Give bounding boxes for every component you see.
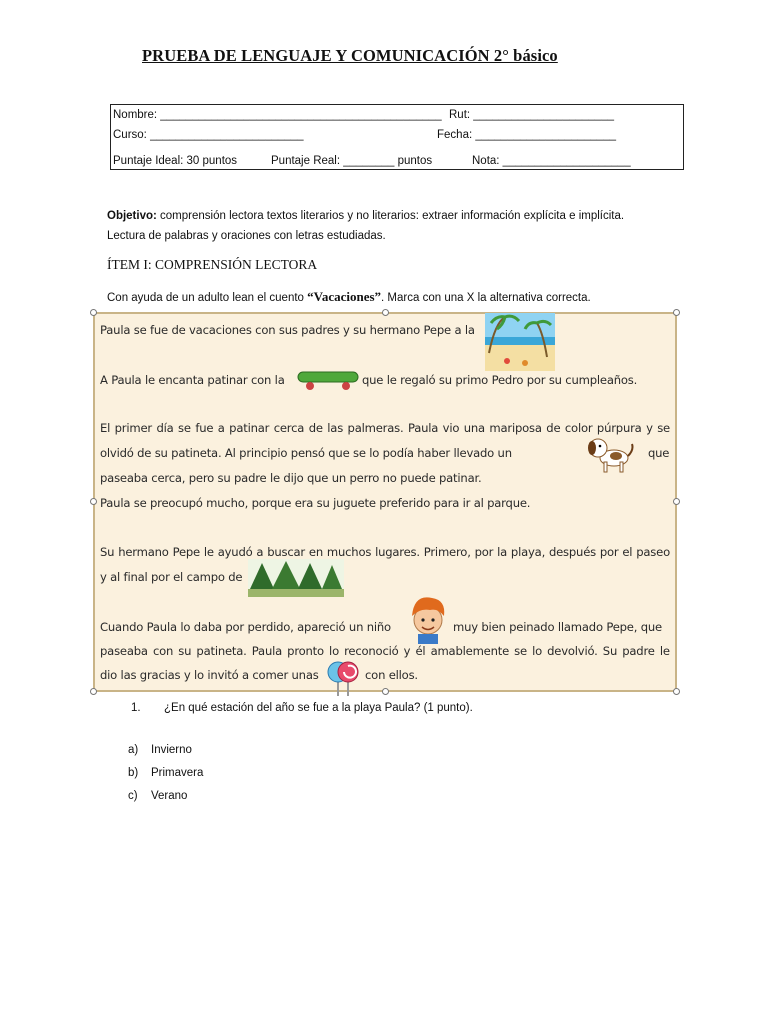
option-c[interactable] — [128, 790, 187, 802]
question-number: 1. — [131, 702, 141, 714]
beach-icon — [485, 313, 555, 376]
option-b[interactable] — [128, 767, 203, 779]
resize-handle[interactable] — [90, 498, 97, 505]
nombre-field[interactable]: Nombre: ____________________________________________ — [113, 109, 442, 121]
item-title: ÍTEM I: COMPRENSIÓN LECTORA — [107, 257, 318, 272]
story-line: paseaba con su patineta. Paula pronto lo reconoció y él amablemente se lo devolvió. Su padre le — [100, 644, 670, 658]
story-text: con ellos. — [365, 668, 418, 682]
option-letter: a) — [128, 744, 139, 756]
story-line: Cuando Paula lo daba por perdido, apareció un niño — [100, 620, 391, 634]
story-line: Paula se preocupó mucho, porque era su juguete preferido para ir al parque. — [100, 496, 531, 510]
story-line: Paula se fue de vacaciones con sus padres y su hermano Pepe a la — [100, 323, 475, 337]
story-line: olvidó de su patineta. Al principio pensó que se lo podía haber llevado un — [100, 446, 512, 460]
option-a[interactable] — [128, 744, 192, 756]
option-text: Primavera — [151, 767, 204, 779]
puntaje-ideal-label: Puntaje Ideal: 30 puntos — [113, 155, 238, 167]
story-text: muy bien peinado llamado Pepe, que — [453, 620, 662, 634]
story-text: A Paula le encanta patinar con la — [100, 373, 285, 387]
page-title: PRUEBA DE LENGUAJE Y COMUNICACIÓN 2° básico — [142, 46, 558, 65]
resize-handle[interactable] — [673, 688, 680, 695]
story-line: y al final por el campo de — [100, 570, 243, 584]
resize-handle[interactable] — [382, 688, 389, 695]
story-name: “Vacaciones” — [307, 289, 382, 304]
objective — [107, 206, 697, 246]
objective-label: Objetivo: — [107, 210, 157, 222]
fecha-field[interactable]: Fecha: ______________________ — [437, 129, 617, 141]
instruction-text-end: . Marca con una X la alternativa correcta. — [381, 292, 591, 304]
puntaje-real-field[interactable]: Puntaje Real: ________ puntos — [271, 155, 433, 167]
option-letter: c) — [128, 790, 138, 802]
nota-field[interactable]: Nota: ____________________ — [472, 155, 631, 167]
story-line: El primer día se fue a patinar cerca de las palmeras. Paula vio una mariposa de color púrpura y se — [100, 421, 670, 435]
option-letter: b) — [128, 767, 139, 779]
story-line: paseaba cerca, pero su padre le dijo que un perro no puede patinar. — [100, 471, 482, 485]
resize-handle[interactable] — [673, 309, 680, 316]
objective-line2: Lectura de palabras y oraciones con letras estudiadas. — [107, 230, 386, 242]
instruction — [107, 289, 591, 305]
option-text: Verano — [151, 790, 188, 802]
resize-handle[interactable] — [382, 309, 389, 316]
trees-icon — [248, 559, 344, 602]
question-1 — [131, 702, 473, 714]
story-line: dio las gracias y lo invitó a comer unas — [100, 668, 319, 682]
story-line: Su hermano Pepe le ayudó a buscar en muchos lugares. Primero, por la playa, después por el paseo — [100, 545, 670, 559]
skateboard-icon — [296, 366, 360, 397]
story-line — [100, 373, 285, 387]
dog-icon — [586, 434, 634, 479]
student-info-box — [110, 104, 684, 170]
option-text: Invierno — [151, 744, 192, 756]
curso-field[interactable]: Curso: ________________________ — [113, 129, 304, 141]
rut-field[interactable]: Rut: ______________________ — [449, 109, 614, 121]
lollipop-icon — [326, 658, 360, 701]
objective-text: comprensión lectora textos literarios y no literarios: extraer información explícita e implícita. — [156, 210, 625, 222]
resize-handle[interactable] — [673, 498, 680, 505]
question-text: ¿En qué estación del año se fue a la playa Paula? (1 punto). — [164, 702, 473, 714]
resize-handle[interactable] — [90, 309, 97, 316]
boy-icon — [406, 592, 450, 649]
story-text: que — [648, 446, 670, 460]
resize-handle[interactable] — [90, 688, 97, 695]
story-text: que le regaló su primo Pedro por su cumpleaños. — [362, 373, 638, 387]
instruction-text: Con ayuda de un adulto lean el cuento — [107, 292, 308, 304]
